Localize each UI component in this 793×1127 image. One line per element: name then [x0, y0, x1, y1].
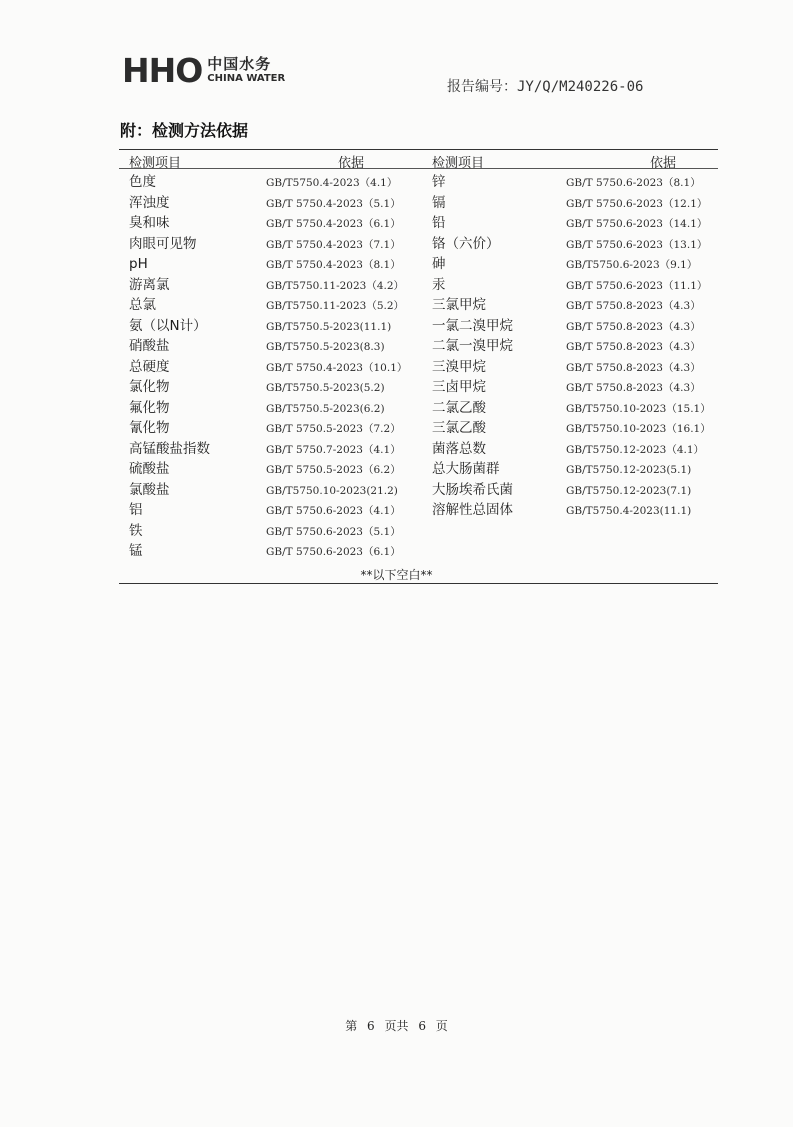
- table-row: [0, 254, 793, 275]
- test-item-left: 铁: [129, 522, 143, 539]
- table-row: [0, 398, 793, 419]
- test-item-left: 高锰酸盐指数: [129, 440, 210, 457]
- test-item-right: 大肠埃希氏菌: [432, 481, 513, 498]
- report-number: 报告编号：JY/Q/M240226-06: [447, 79, 644, 95]
- method-standard-left: GB/T5750.5-2023(5.2): [266, 382, 385, 394]
- method-standard-right: GB/T 5750.6-2023（13.1）: [566, 238, 708, 251]
- method-standard-left: GB/T5750.5-2023(11.1): [266, 320, 392, 333]
- company-logo: [122, 50, 285, 90]
- test-item-left: 铝: [129, 502, 143, 518]
- test-item-right: 二氯一溴甲烷: [432, 338, 513, 354]
- test-item-right: 三溴甲烷: [432, 358, 486, 375]
- method-standard-left: GB/T 5750.4-2023（8.1）: [266, 259, 401, 271]
- test-item-right: 汞: [432, 276, 446, 293]
- method-standard-left: GB/T 5750.6-2023（5.1）: [266, 525, 401, 538]
- test-item-left: 硫酸盐: [129, 461, 170, 477]
- test-item-right: 三氯乙酸: [432, 420, 486, 436]
- method-standard-right: GB/T 5750.8-2023（4.3）: [566, 320, 701, 333]
- test-item-left: 总氯: [129, 297, 156, 313]
- test-item-left: pH: [129, 256, 148, 272]
- method-standard-right: GB/T5750.12-2023(7.1): [566, 484, 692, 497]
- table-row: [0, 377, 793, 398]
- test-item-left: 游离氯: [129, 276, 170, 293]
- test-item-right: 铬（六价）: [432, 235, 500, 252]
- table-row: [0, 541, 793, 562]
- column-header-item-left: 检测项目: [129, 156, 182, 171]
- method-table-body: [0, 172, 793, 562]
- method-standard-left: GB/T 5750.7-2023（4.1）: [266, 443, 401, 456]
- table-header-rule: [119, 168, 718, 169]
- method-standard-right: GB/T 5750.8-2023（4.3）: [566, 300, 701, 312]
- table-row: [0, 439, 793, 460]
- method-standard-right: GB/T5750.10-2023（15.1）: [566, 402, 711, 415]
- test-item-right: 溶解性总固体: [432, 502, 513, 518]
- method-standard-right: GB/T5750.12-2023(5.1): [566, 464, 692, 476]
- table-row: [0, 459, 793, 480]
- table-row: [0, 172, 793, 193]
- test-item-right: 二氯乙酸: [432, 399, 486, 416]
- test-item-right: 砷: [432, 256, 446, 272]
- test-item-right: 三氯甲烷: [432, 297, 486, 313]
- test-item-left: 硝酸盐: [129, 338, 170, 354]
- method-standard-left: GB/T 5750.4-2023（10.1）: [266, 361, 408, 374]
- column-header-method-left: 依据: [338, 156, 365, 171]
- test-item-left: 臭和味: [129, 215, 170, 231]
- method-standard-left: GB/T5750.10-2023(21.2): [266, 484, 398, 497]
- method-standard-left: GB/T5750.5-2023(8.3): [266, 341, 385, 353]
- table-row: [0, 418, 793, 439]
- method-standard-right: GB/T 5750.6-2023（12.1）: [566, 197, 708, 210]
- test-item-right: 三卤甲烷: [432, 379, 486, 395]
- method-standard-right: GB/T5750.6-2023（9.1）: [566, 259, 698, 271]
- method-standard-right: GB/T 5750.8-2023（4.3）: [566, 341, 701, 353]
- test-item-left: 氨（以N计）: [129, 317, 207, 334]
- test-item-left: 肉眼可见物: [129, 235, 197, 252]
- method-standard-left: GB/T 5750.6-2023（4.1）: [266, 505, 401, 517]
- method-standard-left: GB/T 5750.4-2023（5.1）: [266, 197, 401, 210]
- table-bottom-rule: [119, 583, 718, 584]
- test-item-right: 一氯二溴甲烷: [432, 317, 513, 334]
- method-standard-right: GB/T 5750.6-2023（14.1）: [566, 218, 708, 230]
- test-item-left: 氟化物: [129, 399, 170, 416]
- method-standard-right: GB/T5750.12-2023（4.1）: [566, 443, 705, 456]
- logo-chinese-name: 中国水务: [207, 54, 272, 73]
- method-standard-right: GB/T 5750.6-2023（11.1）: [566, 279, 708, 292]
- method-standard-left: GB/T5750.11-2023（4.2）: [266, 279, 405, 292]
- table-row: [0, 275, 793, 296]
- test-item-left: 色度: [129, 174, 156, 190]
- test-item-right: 镉: [432, 194, 446, 211]
- table-row: [0, 193, 793, 214]
- table-top-rule: [119, 149, 718, 150]
- page-title: 附：检测方法依据: [120, 121, 249, 140]
- method-standard-left: GB/T 5750.5-2023（6.2）: [266, 464, 401, 476]
- test-item-left: 总硬度: [129, 358, 170, 375]
- method-standard-left: GB/T 5750.6-2023（6.1）: [266, 546, 401, 558]
- method-standard-left: GB/T 5750.4-2023（6.1）: [266, 218, 401, 230]
- column-header-item-right: 检测项目: [432, 156, 485, 171]
- method-standard-right: GB/T5750.4-2023(11.1): [566, 505, 692, 517]
- page-number: 第 6 页共 6 页: [345, 1019, 448, 1033]
- table-row: [0, 234, 793, 255]
- test-item-left: 氯化物: [129, 379, 170, 395]
- test-item-left: 氰化物: [129, 420, 170, 436]
- test-item-left: 锰: [129, 543, 143, 559]
- method-standard-left: GB/T 5750.5-2023（7.2）: [266, 423, 401, 435]
- table-row: [0, 295, 793, 316]
- column-header-method-right: 依据: [650, 156, 677, 171]
- method-standard-right: GB/T 5750.8-2023（4.3）: [566, 382, 701, 394]
- table-row: [0, 480, 793, 501]
- table-row: [0, 213, 793, 234]
- end-of-content-note: **以下空白**: [360, 568, 433, 582]
- method-standard-left: GB/T5750.4-2023（4.1）: [266, 177, 398, 189]
- logo-mark: HHO: [122, 50, 203, 90]
- table-row: [0, 500, 793, 521]
- method-standard-right: GB/T5750.10-2023（16.1）: [566, 423, 711, 435]
- logo-wordmark: [207, 54, 286, 84]
- logo-english-name: CHINA WATER: [207, 72, 286, 84]
- test-item-right: 总大肠菌群: [432, 461, 500, 477]
- method-standard-left: GB/T 5750.4-2023（7.1）: [266, 238, 401, 251]
- test-item-left: 浑浊度: [129, 194, 170, 211]
- method-standard-right: GB/T 5750.8-2023（4.3）: [566, 361, 701, 374]
- test-item-left: 氯酸盐: [129, 481, 170, 498]
- test-item-right: 菌落总数: [432, 440, 486, 457]
- method-standard-left: GB/T5750.5-2023(6.2): [266, 402, 385, 415]
- table-row: [0, 521, 793, 542]
- table-row: [0, 336, 793, 357]
- test-item-right: 铅: [432, 215, 446, 231]
- test-item-right: 锌: [432, 174, 446, 190]
- table-row: [0, 316, 793, 337]
- table-row: [0, 357, 793, 378]
- method-standard-right: GB/T 5750.6-2023（8.1）: [566, 177, 701, 189]
- method-standard-left: GB/T5750.11-2023（5.2）: [266, 300, 405, 312]
